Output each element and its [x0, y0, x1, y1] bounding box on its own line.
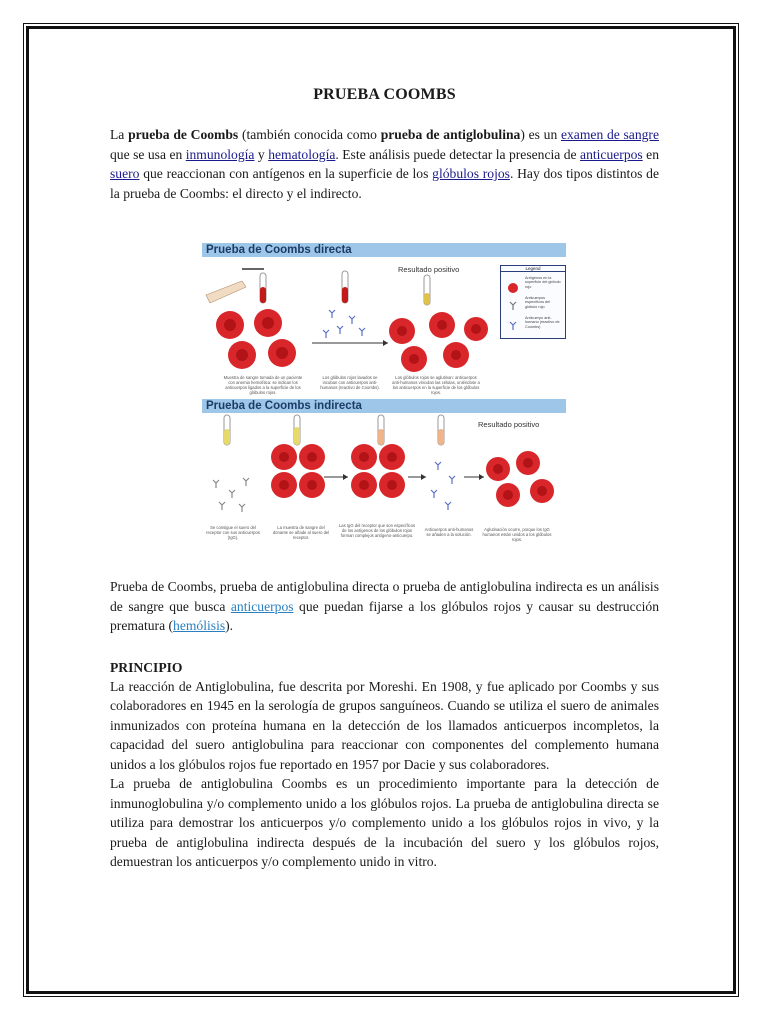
caption-bottom-1: Se consigue el suero del receptor con sus anticuerpos (IgG).	[206, 525, 260, 540]
legend-item-antigens: Antígenos en la superficie del glóbulo rojo	[525, 276, 561, 289]
legend-antibody-icon	[510, 302, 516, 310]
direct-test-banner: Prueba de Coombs directa	[202, 243, 566, 257]
document-body	[110, 86, 659, 872]
legend-cell-icon	[508, 283, 518, 293]
antibodies-group	[323, 310, 365, 338]
caption-top-3: Los glóbulos rojos se aglutinan: anticuerpos anti-humanos vinculan las células, uniéndose a los anticuerpos en la superficie de los glóbulos rojos.	[392, 375, 480, 395]
text: . Este análisis puede detectar la presencia de	[335, 146, 581, 162]
coombs-diagram-figure	[202, 243, 566, 555]
text: que puedan fijarse a los glóbulos rojos y causar su destrucción prematura (	[110, 598, 660, 633]
result-label-top: Resultado positivo	[398, 265, 460, 274]
principio-paragraph-1: La reacción de Antiglobulina, fue descrita por Moreshi. En 1908, y fue aplicado por Coombs y sus colaboradores en 1945 en la serología de grupos sanguíneos. Cuando se utiliza el suero de animales inmunizados con proteína humana en la detección de los llamados anticuerpos incompletos, la capacidad del suero antiglobulina para reaccionar con componentes del complemento humana unidos a los glóbulos rojos fue reportado en 1957 por Dacie y sus colaboradores.	[110, 678, 659, 772]
red-cells-group-1	[216, 309, 296, 369]
arm-icon	[206, 281, 246, 303]
caption-bottom-4: Anticuerpos anti-humanos se añaden a la solución.	[424, 527, 474, 537]
caption-bottom-5: Aglutinación ocurre, porque los IgG humanos están unidos a los glóbulos rojos.	[482, 527, 552, 542]
arrowhead-icon-4	[479, 474, 484, 480]
link-inmunologia[interactable]: inmunología	[185, 146, 255, 162]
tube-fill	[260, 287, 266, 303]
caption-bottom-2: La muestra de sangre del donante se añade al suero del receptor.	[272, 525, 330, 540]
legend-item-antihuman: Anticuerpo anti-humano (reactivo de Coombs)	[525, 316, 560, 329]
agglutinated-cells-top	[389, 312, 488, 372]
result-label-bottom: Resultado positivo	[478, 420, 540, 429]
text: que reaccionan con antígenos en la superficie de los	[139, 166, 433, 181]
donor-cells	[271, 444, 325, 498]
page-title: PRUEBA COOMBS	[313, 86, 456, 103]
indirect-test-banner: Prueba de Coombs indirecta	[202, 399, 566, 413]
text: y	[254, 146, 269, 162]
link-hematologia[interactable]: hematología	[268, 146, 336, 162]
tube-fill-5	[294, 427, 300, 445]
caption-top-1: Muestra de sangre tomada de un paciente con anemia hemolítica: se indican los anticuerpos ligados a la superficie de los glóbulos rojos.	[223, 375, 303, 395]
antihuman-antibodies	[431, 462, 455, 510]
intro-paragraph	[110, 125, 659, 203]
coombs-illustration	[202, 243, 566, 555]
tube-fill-4	[224, 429, 230, 445]
link-hemolisis[interactable]: hemólisis	[173, 618, 226, 633]
arrowhead-icon	[383, 340, 388, 346]
bold-term: prueba de Coombs	[128, 127, 239, 142]
text: ).	[225, 618, 234, 633]
link-suero[interactable]: suero	[110, 166, 140, 181]
legend-item-antibodies: Anticuerpos específicos del glóbulo rojo	[525, 296, 551, 309]
tube-fill-7	[438, 429, 444, 445]
text: ) es un	[520, 127, 561, 142]
link-anticuerpos-2[interactable]: anticuerpos	[230, 598, 294, 614]
tube-fill-6	[378, 429, 384, 445]
bold-term: prueba de antiglobulina	[380, 127, 521, 142]
text: . Hay dos tipos distintos de la prueba de Coombs: el directo y el indirecto.	[110, 166, 659, 201]
link-anticuerpos[interactable]: anticuerpos	[580, 146, 643, 162]
agglutinated-cells-bottom	[486, 451, 554, 507]
text: en	[642, 146, 660, 162]
text: La	[110, 127, 129, 142]
sensitized-cells	[351, 444, 405, 498]
definition-paragraph	[110, 577, 659, 636]
text: Prueba de Coombs, prueba de antiglobulina directa o prueba de antiglobulina indirecta es un análisis de sangre que busca	[110, 579, 659, 614]
tube-fill-3	[424, 293, 430, 305]
principio-heading: PRINCIPIO	[110, 659, 183, 675]
caption-top-2: Los glóbulos rojos lavados se incuban con anticuerpos anti-humanos (reactivo de Coombs).	[320, 375, 380, 390]
text: que se usa en	[110, 146, 186, 162]
caption-bottom-3: Las IgG del receptor que son específicos de los antígenos de los glóbulos rojos forman complejos antígeno-anticuerpo.	[338, 523, 416, 538]
text: (también conocida como	[238, 127, 381, 142]
tube-fill-2	[342, 287, 348, 303]
link-globulos-rojos[interactable]: glóbulos rojos	[432, 166, 510, 181]
arrowhead-icon-3	[421, 474, 426, 480]
link-examen-de-sangre[interactable]: examen de sangre	[560, 127, 659, 142]
legend-antihuman-icon	[510, 322, 516, 330]
arrowhead-icon-2	[343, 474, 348, 480]
legend-title: Legend	[501, 266, 565, 272]
principio-paragraph-2: La prueba de antiglobulina Coombs es un procedimiento importante para la detección de inmunoglobulina y/o complemento unido a los glóbulos rojos. La prueba de antiglobulina directa se utiliza para demostrar los anticuerpos y/o complemento unido a los glóbulos rojos in vivo, y la prueba de antiglobulina indirecta después de la incubación del suero y los glóbulos rojos, demuestran los anticuerpos y/o complemento unido in vitro.	[110, 776, 659, 869]
serum-antibodies	[213, 478, 249, 512]
